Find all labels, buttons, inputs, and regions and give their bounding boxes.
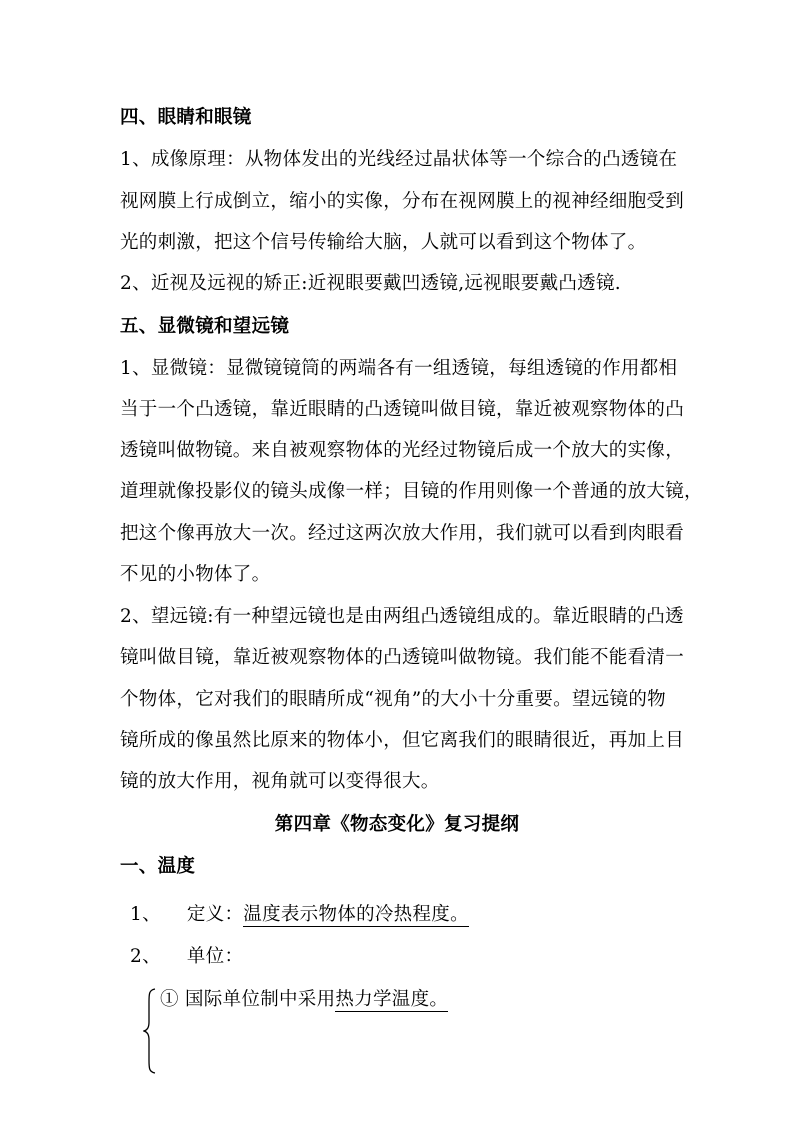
paragraph-line: 1、成像原理：从物体发出的光线经过晶状体等一个综合的凸透镜在	[120, 149, 678, 170]
unit-row	[130, 945, 243, 969]
paragraph-line: 不见的小物体了。	[120, 564, 271, 585]
definition-row	[130, 903, 469, 927]
unit-number: 2、	[130, 946, 161, 967]
section-heading-temperature: 一、温度	[120, 856, 196, 877]
paragraph-line: 道理就像投影仪的镜头成像一样；目镜的作用则像一个普通的放大镜，	[120, 481, 703, 502]
paragraph-line: 当于一个凸透镜，靠近眼睛的凸透镜叫做目镜，靠近被观察物体的凸	[120, 399, 685, 420]
paragraph-line: 镜叫做目镜，靠近被观察物体的凸透镜叫做物镜。我们能不能看清一	[120, 647, 685, 668]
paragraph-line: 镜的放大作用，视角就可以变得很大。	[120, 771, 440, 792]
definition-label: 定义：	[186, 904, 244, 925]
chapter-title: 第四章《物态变化》复习提纲	[274, 814, 520, 835]
left-brace-icon	[143, 988, 157, 1074]
paragraph-line: 镜所成的像虽然比原来的物体小，但它离我们的眼睛很近，再加上目	[120, 730, 685, 751]
paragraph-line: 1、显微镜：显微镜镜筒的两端各有一组透镜，每组透镜的作用都相	[120, 358, 678, 379]
unit-label: 单位：	[186, 946, 244, 967]
definition-text: 温度表示物体的冷热程度。	[243, 904, 469, 925]
paragraph-line: 个物体，它对我们的眼睛所成“视角”的大小十分重要。望远镜的物	[120, 689, 666, 710]
section-heading-eyes: 四、眼睛和眼镜	[120, 107, 252, 128]
definition-number: 1、	[130, 904, 161, 925]
paragraph-line: 2、近视及远视的矫正:近视眼要戴凹透镜,远视眼要戴凸透镜.	[120, 273, 621, 294]
paragraph-line: 把这个像再放大一次。经过这两次放大作用，我们就可以看到肉眼看	[120, 523, 685, 544]
circled-number-marker: ①	[160, 989, 179, 1010]
paragraph-line: 光的刺激，把这个信号传输给大脑，人就可以看到这个物体了。	[120, 232, 647, 253]
paragraph-line: 2、望远镜:有一种望远镜也是由两组凸透镜组成的。靠近眼睛的凸透	[120, 606, 684, 627]
unit-item-prefix: 国际单位制中采用	[185, 989, 336, 1010]
paragraph-line: 透镜叫做物镜。来自被观察物体的光经过物镜后成一个放大的实像，	[120, 440, 685, 461]
unit-list-item	[160, 988, 448, 1012]
paragraph-line: 视网膜上行成倒立，缩小的实像，分布在视网膜上的视神经细胞受到	[120, 191, 685, 212]
unit-item-underlined: 热力学温度。	[335, 989, 449, 1010]
section-heading-microscope-telescope: 五、显微镜和望远镜	[120, 316, 290, 337]
